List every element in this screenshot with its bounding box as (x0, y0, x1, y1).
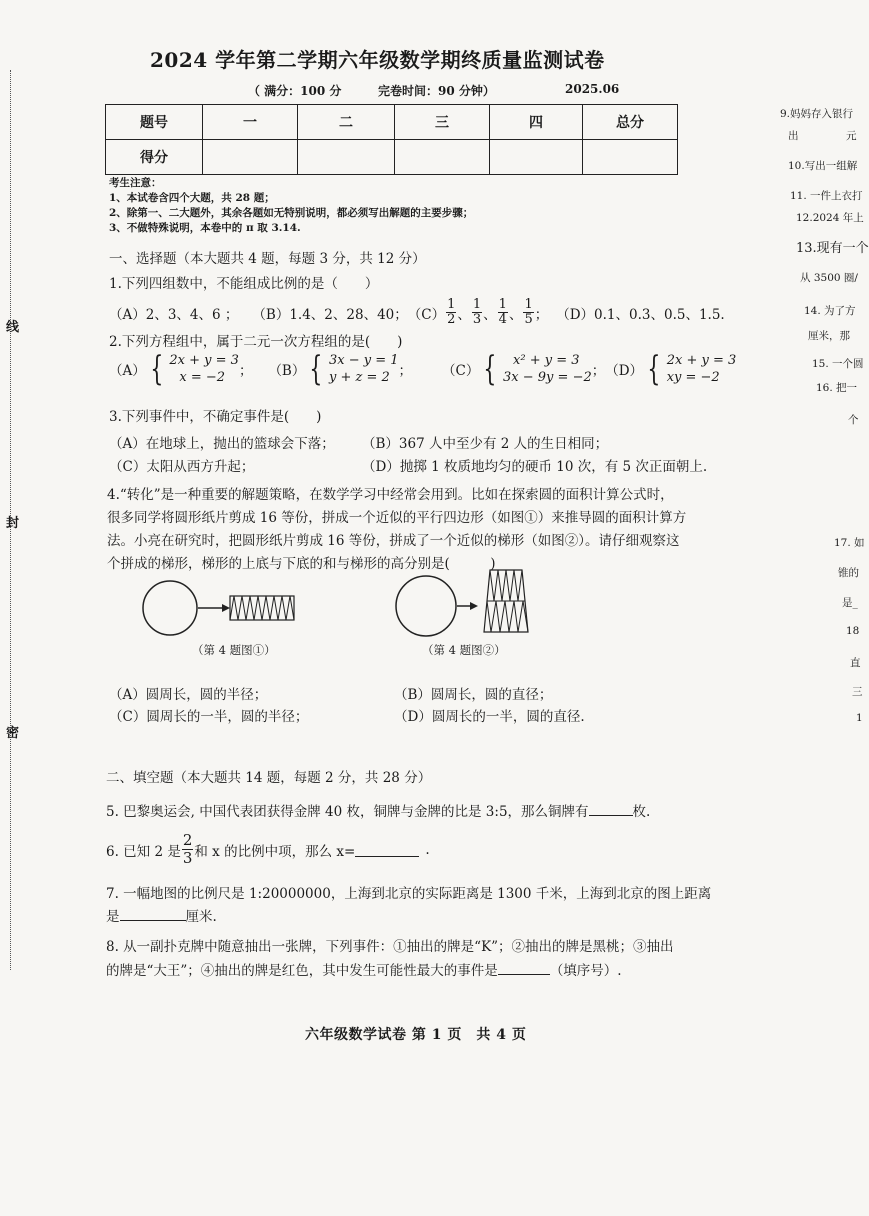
strip-text: 直 (850, 657, 861, 669)
strip-text: 10.写出一组解 (788, 160, 858, 172)
q2-system-c: { x² + y = 3 3x − 9y = −2 (483, 349, 592, 389)
q3-option-d: （D）抛掷 1 枚质地均匀的硬币 10 次，有 5 次正面朝上. (362, 459, 708, 475)
q2-option-a-label: （A） (109, 363, 146, 379)
score-table-score-row (106, 140, 678, 175)
binding-char-xian: 线 (6, 320, 20, 335)
q4-line: 个拼成的梯形，梯形的上底与下底的和与梯形的高分别是( ) (107, 556, 496, 572)
note-item: 2、除第一、二大题外，其余各题如无特别说明，都必须写出解题的主要步骤； (109, 207, 474, 219)
q8-line2: 的牌是“大王”；④抽出的牌是红色，其中发生可能性最大的事件是 （填序号）. (106, 959, 622, 979)
score-cell: 题号 (106, 105, 203, 140)
score-input-cell (583, 140, 678, 175)
q1-frac: $\frac{1}{2}$ (447, 297, 456, 327)
q1-option-a: （A）2、3、4、6 ； (109, 306, 239, 323)
strip-text: 9.妈妈存入银行 (780, 108, 854, 120)
q4-figure-1 (140, 580, 300, 636)
strip-text: 厘米，那 (808, 330, 850, 342)
q4-option-d: （D）圆周长的一半，圆的直径. (394, 709, 585, 725)
score-table-header-row (106, 105, 678, 140)
score-cell: 一 (203, 105, 298, 140)
q4-line: 很多同学将圆形纸片剪成 16 等份，拼成一个近似的平行四边形（如图①）来推导圆的面积计算方 (107, 510, 687, 526)
q1-option-b: （B）1.4、2、28、40； (252, 306, 408, 323)
score-input-cell (395, 140, 490, 175)
q3-option-b: （B）367 人中至少有 2 人的生日相同； (362, 436, 609, 452)
binding-char-mi: 密 (6, 726, 20, 741)
q4-line: 4.“转化”是一种重要的解题策略，在数学学习中经常会用到。比如在探索圆的面积计算公式时， (107, 487, 674, 503)
strip-text: 12.2024 年上 (796, 212, 864, 224)
score-input-cell (490, 140, 583, 175)
q5-answer-blank[interactable] (589, 801, 633, 816)
q4-option-c: （C）圆周长的一半，圆的半径； (109, 709, 309, 725)
sector-zigzag (490, 570, 522, 601)
q2-option-d-label: （D） (605, 363, 644, 379)
strip-text: 13.现有一个 (796, 241, 869, 256)
score-input-cell (203, 140, 298, 175)
circle-shape (396, 576, 456, 636)
note-item: 1、本试卷含四个大题，共 28 题； (109, 192, 275, 204)
exam-notes (109, 176, 473, 236)
score-cell: 总分 (583, 105, 678, 140)
score-cell: 三 (395, 105, 490, 140)
q4-option-b: （B）圆周长，圆的直径； (394, 687, 553, 703)
strip-text: 是_ (842, 597, 858, 609)
q2-system-b: { 3x − y = 1 y + z = 2 (309, 349, 399, 389)
arrow-head-icon (222, 604, 230, 612)
q7-line2: 是 厘米. (106, 905, 217, 925)
score-cell: 二 (298, 105, 395, 140)
score-cell: 四 (490, 105, 583, 140)
q2-stem: 2.下列方程组中，属于二元一次方程组的是( ) (109, 334, 403, 350)
exam-date: 2025.06 (565, 82, 620, 96)
strip-text: 从 3500 圈/ (800, 272, 858, 284)
arrow-head-icon (470, 602, 478, 610)
q3-option-c: （C）太阳从西方升起； (109, 459, 255, 475)
q2-options: （A） { 2x + y = 3 x = −2 ； （B） { 3x − y = 1 y + z = 2 ； （C） { x² + y = 3 3x − 9y = −2 ； （D） { 2x + y = 3 xy = −2 (109, 349, 737, 389)
strip-text: 个 (848, 414, 859, 426)
strip-text: 17. 如 (834, 537, 865, 549)
q8-answer-blank[interactable] (498, 960, 550, 975)
circle-shape (143, 581, 197, 635)
sector-zigzag (230, 596, 294, 620)
page-title: 2024 学年第二学期六年级数学期终质量监测试卷 (150, 48, 605, 72)
next-page-strip (772, 0, 869, 1216)
q4-figure-1-caption: （第 4 题图①） (192, 643, 276, 657)
strip-text: 18 (846, 625, 860, 637)
section1-heading: 一、选择题（本大题共 4 题，每题 3 分，共 12 分） (109, 251, 426, 267)
strip-text: 锥的 (838, 567, 859, 579)
score-cell: 得分 (106, 140, 203, 175)
q2-system-d: { 2x + y = 3 xy = −2 (647, 349, 737, 389)
section2-heading: 二、填空题（本大题共 14 题，每题 2 分，共 28 分） (106, 770, 432, 786)
score-table (105, 104, 678, 175)
strip-text: 11. 一件上衣打 (790, 190, 863, 202)
q4-figure-2 (392, 566, 552, 642)
q1-options: （A）2、3、4、6 ； （B）1.4、2、28、40； （C） $\frac{1}{2}$ 、 $\frac{1}{3}$ 、 $\frac{1}{4}$ 、 $\frac{1}{5}$ ； （D）0.1、0.3、0.5、1.5. (109, 297, 725, 327)
q7-line: 7. 一幅地图的比例尺是 1:20000000，上海到北京的实际距离是 1300 千米，上海到北京的图上距离 (106, 886, 712, 902)
page-footer: 六年级数学试卷 第 1 页 共 4 页 (305, 1027, 527, 1043)
q6-frac: $\frac{2}{3}$ (182, 831, 193, 867)
note-item: 3、不做特殊说明，本卷中的 π 取 3.14. (109, 222, 301, 234)
q2-option-b-label: （B） (268, 363, 306, 379)
strip-text: 三 (852, 686, 863, 698)
q1-stem: 1.下列四组数中，不能组成比例的是（ ） (109, 276, 379, 292)
q4-line: 法。小亮在研究时，把圆形纸片剪成 16 等份，拼成了一个近似的梯形（如图②）。请仔细观察这 (107, 533, 680, 549)
q1-frac: $\frac{1}{3}$ (472, 297, 482, 327)
q3-stem: 3.下列事件中，不确定事件是( ) (109, 409, 322, 425)
q2-system-a: { 2x + y = 3 x = −2 (150, 349, 239, 389)
q2-option-c-label: （C） (442, 363, 480, 379)
binding-char-feng: 封 (6, 516, 20, 531)
exam-time: 完卷时间：90 分钟） (378, 84, 495, 98)
strip-text: 14. 为了方 (804, 305, 856, 317)
score-input-cell (298, 140, 395, 175)
q1-frac: $\frac{1}{4}$ (498, 297, 507, 327)
strip-text: 元 (846, 130, 857, 142)
strip-text: 15. 一个圆 (812, 358, 864, 370)
q1-option-d: （D）0.1、0.3、0.5、1.5. (556, 306, 725, 323)
q6: 6. 已知 2 是 $\frac{2}{3}$ 和 x 的比例中项，那么 x= . (106, 831, 430, 867)
q7-answer-blank[interactable] (120, 906, 186, 921)
q8-line: 8. 从一副扑克牌中随意抽出一张牌，下列事件：①抽出的牌是“K”；②抽出的牌是黑桃；③抽出 (106, 939, 674, 955)
q1-frac: $\frac{1}{5}$ (524, 297, 533, 327)
sector-zigzag (487, 601, 528, 632)
q6-answer-blank[interactable] (355, 842, 419, 857)
strip-text: 1 (856, 712, 863, 724)
q3-option-a: （A）在地球上，抛出的篮球会下落； (109, 436, 335, 452)
q4-figure-2-caption: （第 4 题图②） (422, 643, 506, 657)
q4-option-a: （A）圆周长，圆的半径； (109, 687, 268, 703)
q5: 5. 巴黎奥运会, 中国代表团获得金牌 40 枚，铜牌与金牌的比是 3:5，那么铜牌有 枚. (106, 800, 650, 820)
strip-text: 出 (788, 130, 799, 142)
notes-heading: 考生注意： (109, 177, 162, 189)
q1-option-c: （C） (407, 306, 446, 323)
full-score: （ 满分：100 分 (248, 84, 342, 98)
strip-text: 16. 把一 (816, 382, 858, 394)
